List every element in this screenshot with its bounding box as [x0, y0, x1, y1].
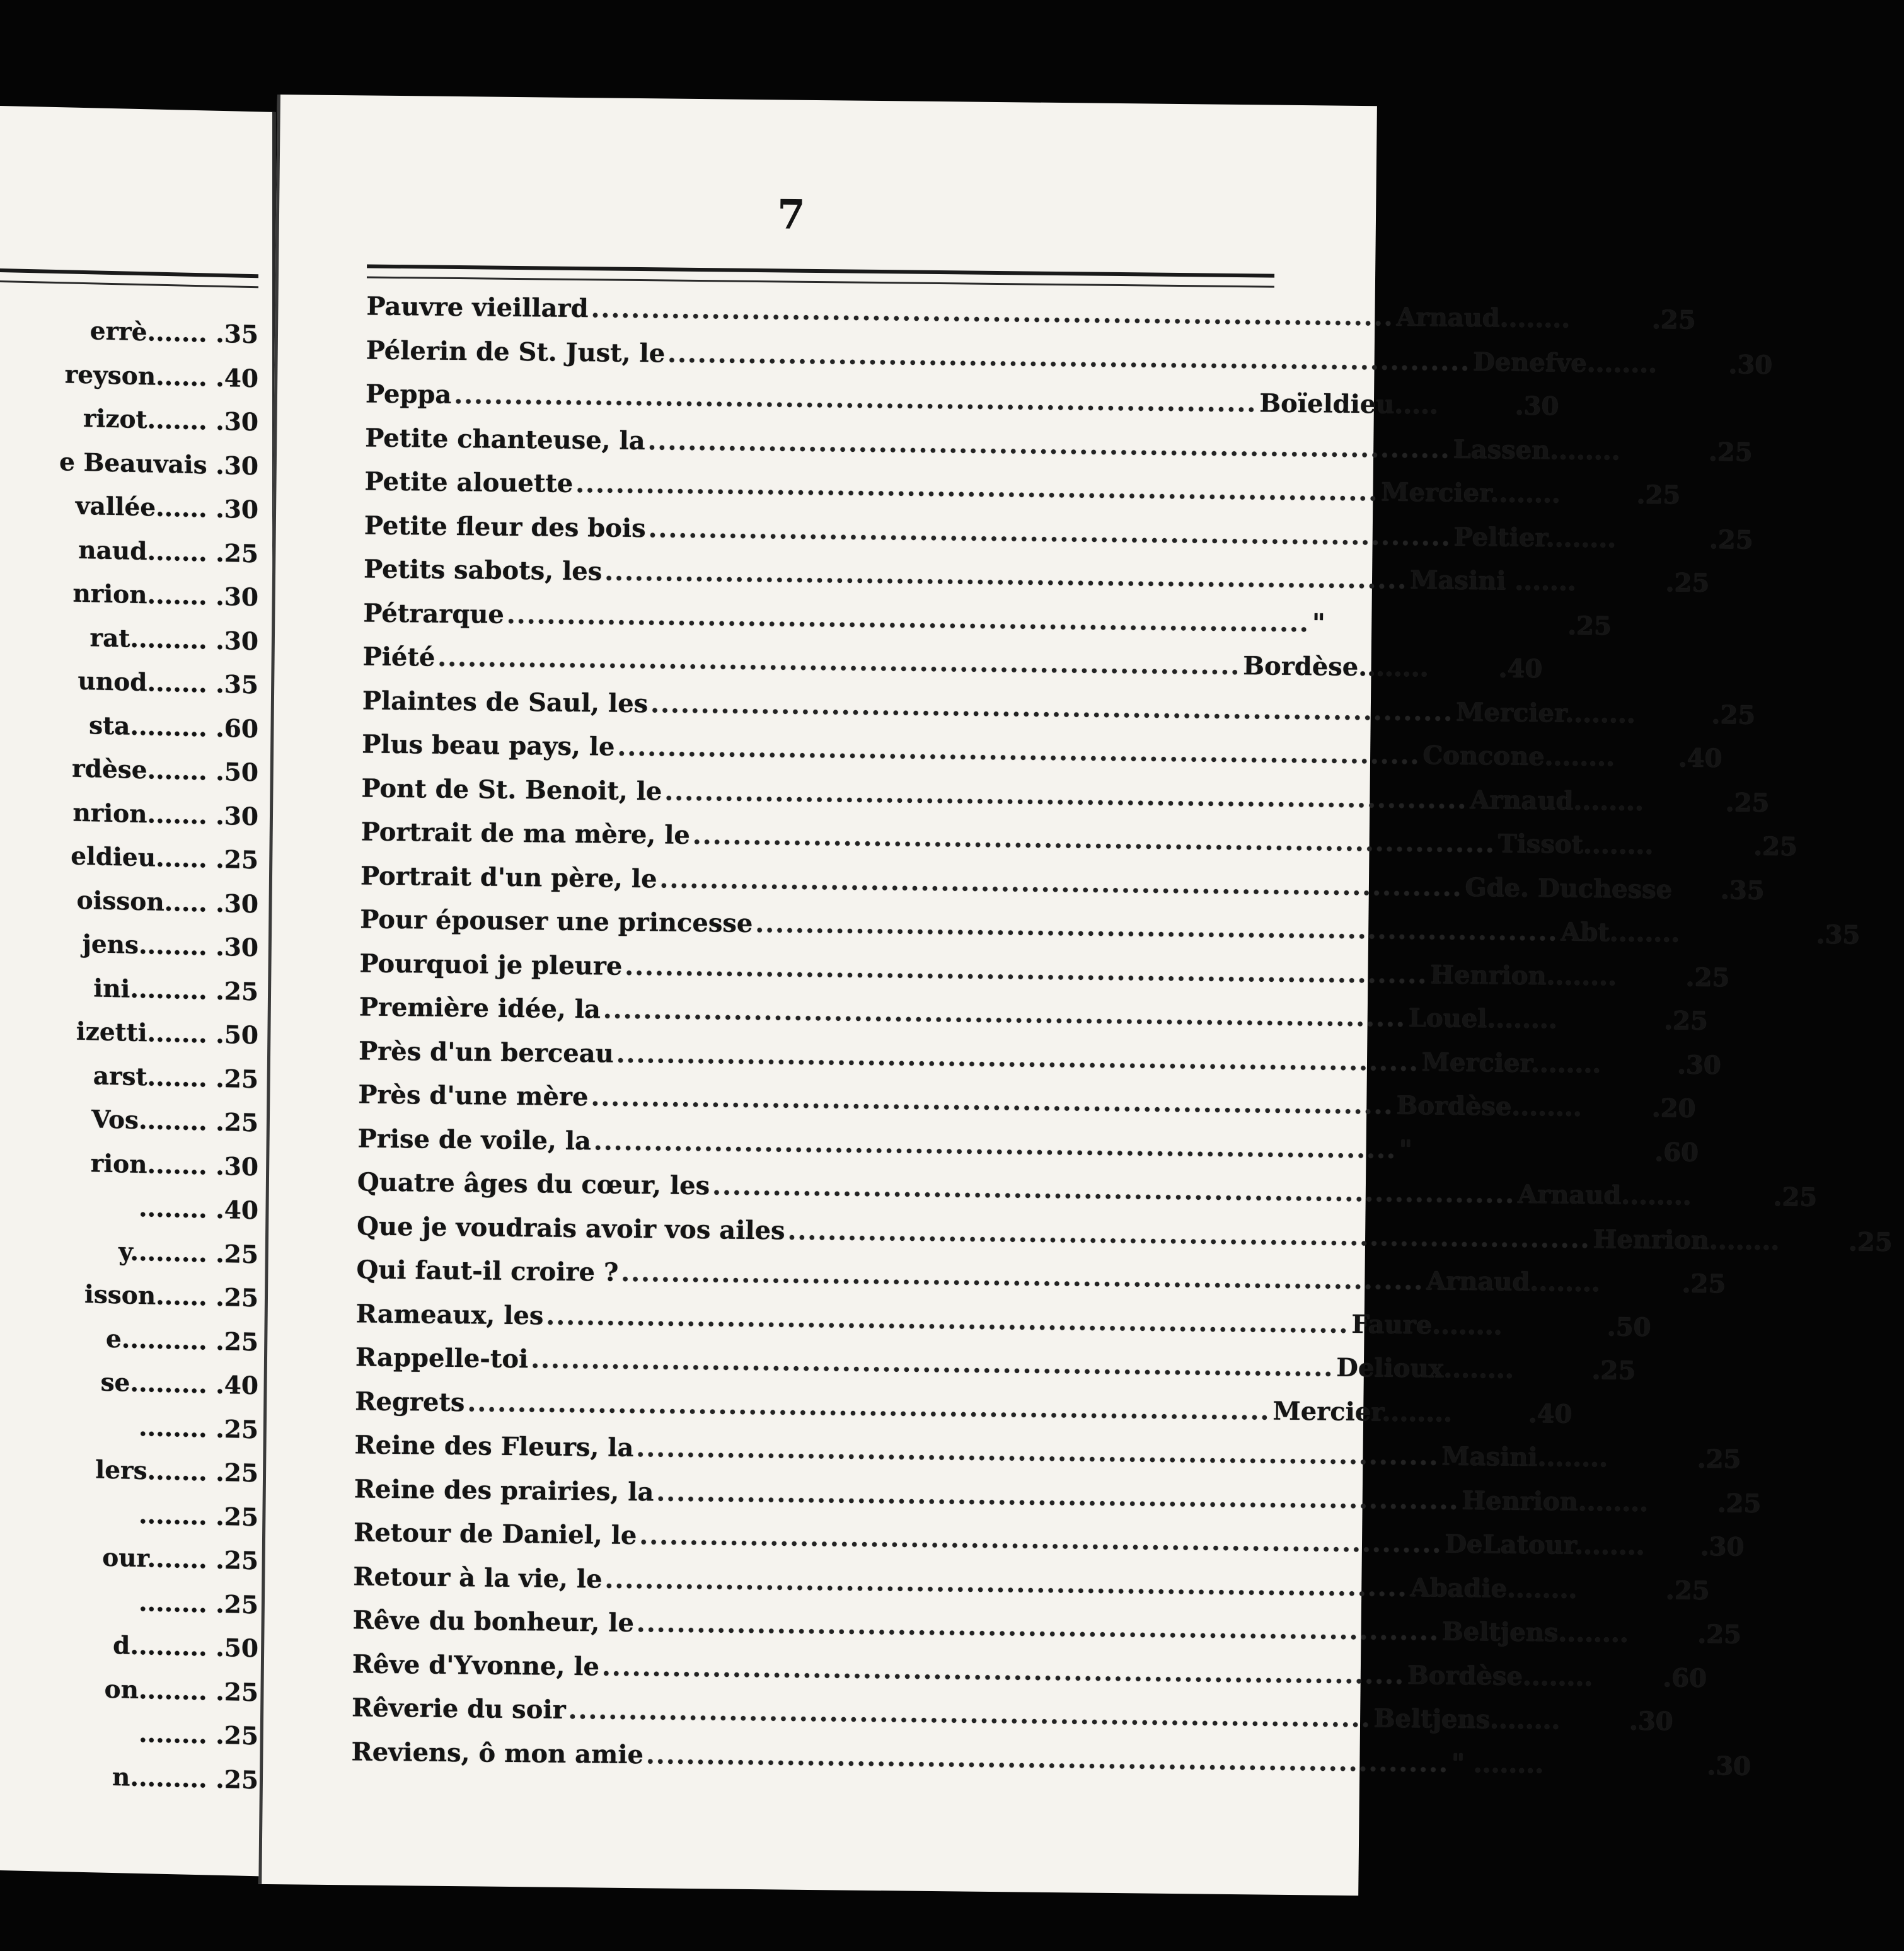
composer-name: Henrion........: [1593, 1224, 1780, 1256]
left-entry-text: se......... .40: [100, 1367, 258, 1401]
price: .25: [1753, 831, 1798, 862]
song-title: Pour épouser une princesse: [360, 904, 753, 938]
song-title: Reine des prairies, la: [354, 1473, 654, 1507]
left-entry-fragment: [0, 1359, 258, 1408]
dot-leader: ................................................................................: [568, 1695, 1371, 1734]
price: .25: [1651, 304, 1696, 335]
song-entry: [351, 1730, 1751, 1783]
dot-leader: ................................................................................: [621, 1257, 1424, 1296]
song-title: Reviens, ô mon amie: [351, 1736, 644, 1770]
header-rule: [367, 265, 1274, 288]
composer-name: Louel........: [1408, 1003, 1558, 1035]
dot-leader: ................................................................................: [636, 1608, 1440, 1647]
composer-name: Delioux........: [1336, 1352, 1515, 1384]
price: .25: [1664, 1006, 1709, 1036]
left-entry-text: nrion....... .30: [72, 578, 258, 613]
song-title: Plus beau pays, le: [361, 729, 615, 762]
price: .25: [1567, 610, 1612, 641]
price: .25: [1725, 787, 1770, 818]
price: .30: [1700, 1531, 1745, 1562]
left-entry-fragment: [0, 1271, 258, 1321]
song-title: Pauvre vieillard: [366, 291, 589, 324]
composer-name: Arnaud........: [1426, 1266, 1601, 1298]
price: .30: [1707, 1751, 1751, 1781]
dot-leader: ................................................................................: [625, 951, 1428, 989]
page-number: 7: [776, 191, 805, 239]
left-entry-text: errè....... .35: [89, 316, 258, 350]
left-entry-fragment: [0, 877, 258, 927]
left-entry-fragment: [0, 1315, 258, 1365]
left-entry-text: n......... .25: [112, 1762, 258, 1795]
left-entry-fragment: [0, 833, 258, 883]
left-entry-text: eldieu...... .25: [71, 841, 258, 875]
left-entry-fragment: [0, 614, 258, 664]
left-entry-text: our....... .25: [102, 1543, 258, 1576]
composer-name: Arnaud........: [1470, 785, 1644, 817]
song-title: Rêverie du soir: [351, 1693, 566, 1725]
dot-leader: ................................................................................: [755, 909, 1559, 947]
composer-name: Tissot........: [1497, 829, 1654, 860]
left-entry-text: on........ .25: [104, 1674, 258, 1707]
left-entry-text: rdèse....... .50: [72, 754, 258, 788]
composer-name: Boïeldieu.....: [1259, 388, 1439, 420]
left-entry-fragment: [0, 1578, 258, 1628]
composer-name: Arnaud........: [1396, 302, 1571, 334]
left-entry-text: isson...... .25: [84, 1280, 258, 1313]
song-title: Rêve d'Yvonne, le: [352, 1649, 600, 1681]
song-title: Rappelle-toi: [355, 1342, 529, 1374]
composer-name: Henrion........: [1462, 1485, 1649, 1517]
left-entry-text: nrion....... .30: [72, 798, 258, 831]
dot-leader: ................................................................................: [636, 1433, 1440, 1471]
dot-leader: ................................................................................: [656, 1476, 1460, 1516]
left-entry-text: ini......... .25: [93, 973, 258, 1006]
price: .25: [1682, 1269, 1726, 1299]
dot-leader: ................................................................................: [591, 294, 1394, 332]
price: .25: [1685, 962, 1730, 993]
left-entry-text: naud....... .25: [78, 535, 258, 568]
left-entry-fragment: [0, 1621, 258, 1671]
composer-name: ": [1312, 607, 1325, 638]
song-title: Portrait d'un père, le: [360, 860, 657, 894]
dot-leader: ................................................................................: [664, 776, 1468, 815]
left-entry-fragment: [0, 745, 258, 795]
price: .30: [1629, 1706, 1673, 1737]
song-title: Retour de Daniel, le: [353, 1517, 637, 1551]
price: .35: [1720, 875, 1765, 906]
left-entry-text: ........ .40: [138, 1193, 258, 1226]
song-title: Peppa: [365, 379, 452, 410]
left-entry-fragment: [0, 702, 258, 752]
song-title: Pont de St. Benoit, le: [361, 773, 662, 806]
song-title: Prise de voile, la: [357, 1123, 592, 1156]
song-title: Quatre âges du cœur, les: [357, 1167, 710, 1201]
composer-name: " ........: [1451, 1748, 1544, 1779]
left-entry-fragment: [0, 483, 258, 532]
song-title: Petite fleur des bois: [364, 510, 646, 543]
left-entry-text: izetti....... .50: [76, 1016, 258, 1050]
song-title: Rêve du bonheur, le: [352, 1605, 635, 1638]
dot-leader: ................................................................................: [639, 1521, 1443, 1559]
left-entry-fragment: [0, 1140, 258, 1190]
price: .30: [1515, 391, 1559, 422]
dot-leader: ................................................................................: [604, 556, 1408, 595]
price: .40: [1528, 1398, 1572, 1429]
composer-name: Peltier........: [1453, 522, 1617, 553]
left-entry-fragment: [0, 1753, 258, 1803]
composer-name: Masini .......: [1410, 565, 1577, 597]
composer-name: Mercier........: [1421, 1047, 1601, 1079]
price: .60: [1663, 1662, 1707, 1693]
composer-name: Bordèse........: [1396, 1090, 1583, 1122]
dot-leader: ................................................................................: [645, 1739, 1450, 1778]
composer-name: Mercier........: [1455, 697, 1636, 729]
dot-leader: ................................................................................: [575, 468, 1379, 507]
song-title: Pourquoi je pleure: [359, 948, 623, 981]
left-entry-fragment: [0, 921, 258, 970]
composer-name: Bordèse........: [1243, 651, 1429, 683]
composer-name: ": [1399, 1134, 1413, 1165]
composer-name: Abt........: [1561, 917, 1680, 948]
song-list: [351, 285, 1893, 1783]
dot-leader: ................................................................................: [454, 379, 1257, 418]
left-entry-text: ........ .25: [138, 1500, 258, 1532]
left-entry-fragment: [0, 1096, 258, 1146]
right-page: [258, 95, 1893, 1896]
price: .25: [1848, 1226, 1893, 1257]
dot-leader: ................................................................................: [787, 1216, 1591, 1254]
song-title: Qui faut-il croire ?: [356, 1255, 619, 1287]
dot-leader: ................................................................................: [659, 863, 1463, 902]
composer-name: Henrion........: [1430, 959, 1617, 991]
dot-leader: ................................................................................: [604, 1564, 1408, 1603]
dot-leader: ................................................................................: [667, 338, 1471, 377]
left-entry-text: jens........ .30: [82, 929, 258, 963]
composer-name: Lassen........: [1453, 434, 1620, 466]
left-entry-text: e.......... .25: [105, 1324, 258, 1357]
left-entry-fragment: [0, 1403, 258, 1453]
left-entry-text: e Beauvais .30: [59, 447, 258, 481]
left-entry-text: ........ .25: [138, 1412, 258, 1444]
left-entry-fragment: [0, 1709, 258, 1759]
price: .25: [1711, 699, 1756, 730]
left-entry-text: arst....... .25: [93, 1061, 258, 1094]
price: .25: [1697, 1619, 1742, 1650]
price: .30: [1728, 349, 1773, 380]
left-entry-fragment: [0, 395, 258, 445]
price: .25: [1591, 1355, 1636, 1386]
dot-leader: ................................................................................: [437, 642, 1241, 681]
composer-name: Gde. Duchesse: [1465, 872, 1673, 904]
left-entry-fragment: [0, 570, 258, 620]
left-entry-text: rizot....... .30: [83, 403, 258, 437]
left-entry-text: d......... .50: [113, 1631, 258, 1664]
left-entry-text: ........ .25: [138, 1718, 258, 1751]
left-entry-text: unod....... .35: [78, 666, 258, 700]
song-title: Première idée, la: [359, 992, 601, 1025]
composer-name: Mercier........: [1272, 1396, 1453, 1428]
price: .60: [1654, 1137, 1699, 1168]
left-entry-fragment: [0, 1052, 258, 1102]
composer-name: DeLatour........: [1445, 1529, 1645, 1561]
left-entry-text: vallée...... .30: [75, 491, 258, 525]
price: .35: [1816, 919, 1861, 950]
composer-name: Denefve........: [1472, 347, 1658, 379]
dot-leader: ................................................................................: [616, 1039, 1419, 1077]
price: .50: [1607, 1311, 1651, 1342]
price: .25: [1773, 1182, 1818, 1212]
left-entry-fragment: [0, 439, 258, 489]
left-entry-text: reyson...... .40: [64, 359, 258, 393]
left-entry-fragment: [0, 1183, 258, 1233]
composer-name: Faure........: [1351, 1309, 1503, 1340]
left-entry-fragment: [0, 352, 258, 401]
dot-leader: ................................................................................: [650, 688, 1454, 727]
dot-leader: ................................................................................: [712, 1171, 1516, 1209]
composer-name: Beltjens........: [1441, 1616, 1629, 1649]
dot-leader: ................................................................................: [601, 1652, 1405, 1690]
composer-name: Arnaud........: [1517, 1179, 1692, 1211]
dot-leader: ................................................................................: [647, 425, 1451, 464]
composer-name: Masini........: [1441, 1441, 1608, 1473]
composer-name: Abadie........: [1410, 1572, 1578, 1604]
price: .25: [1717, 1488, 1762, 1519]
left-entry-fragment: [0, 527, 258, 577]
left-header-rule: [0, 268, 258, 288]
song-title: Plaintes de Saul, les: [362, 685, 649, 718]
song-title: Pélerin de St. Just, le: [366, 335, 666, 368]
dot-leader: ................................................................................: [531, 1344, 1334, 1383]
dot-leader: ................................................................................: [591, 1082, 1394, 1120]
song-title: Petite chanteuse, la: [365, 422, 645, 456]
dot-leader: ................................................................................: [467, 1387, 1271, 1426]
left-entry-text: rat......... .30: [89, 623, 258, 656]
left-page-fragment: [0, 106, 276, 1877]
price: .25: [1697, 1444, 1741, 1475]
left-entry-fragment: [0, 1008, 258, 1058]
composer-name: Concone........: [1422, 740, 1615, 773]
price: .25: [1636, 480, 1681, 510]
song-title: Retour à la vie, le: [353, 1561, 603, 1594]
dot-leader: ................................................................................: [546, 1301, 1349, 1339]
left-entry-fragment: [0, 308, 258, 357]
song-title: Petite alouette: [364, 466, 574, 498]
dot-leader: ................................................................................: [506, 599, 1310, 638]
left-entry-text: lers....... .25: [95, 1455, 258, 1488]
composer-name: Bordèse........: [1407, 1660, 1593, 1692]
song-title: Pétrarque: [363, 597, 505, 630]
song-title: Petits sabots, les: [363, 554, 603, 587]
composer-name: Beltjens........: [1373, 1703, 1561, 1735]
song-title: Près d'une mère: [358, 1079, 589, 1112]
left-entry-list: [0, 308, 258, 1802]
left-entry-text: rion....... .30: [90, 1148, 258, 1182]
price: .25: [1708, 437, 1753, 468]
left-entry-fragment: [0, 1490, 258, 1540]
song-title: Portrait de ma mère, le: [361, 817, 691, 850]
left-entry-text: y......... .25: [118, 1236, 258, 1269]
price: .30: [1676, 1049, 1721, 1080]
song-title: Reine des Fleurs, la: [354, 1430, 634, 1463]
dot-leader: ................................................................................: [617, 732, 1421, 771]
song-title: Près d'un berceau: [358, 1035, 614, 1069]
price: .40: [1498, 653, 1543, 684]
left-entry-fragment: [0, 1534, 258, 1584]
price: .20: [1651, 1093, 1696, 1124]
left-entry-text: sta......... .60: [89, 710, 258, 744]
left-entry-fragment: [0, 965, 258, 1015]
price: .25: [1709, 524, 1753, 555]
left-entry-fragment: [0, 1666, 258, 1715]
left-entry-text: ........ .25: [138, 1587, 258, 1620]
left-entry-fragment: [0, 790, 258, 839]
dot-leader: ................................................................................: [603, 994, 1407, 1033]
song-title: Rameaux, les: [355, 1298, 544, 1331]
song-title: Piété: [362, 642, 436, 672]
dot-leader: ................................................................................: [648, 513, 1451, 552]
price: .25: [1665, 568, 1710, 598]
left-entry-fragment: [0, 1228, 258, 1277]
price: .25: [1665, 1575, 1710, 1606]
left-entry-fragment: [0, 658, 258, 708]
composer-name: Mercier........: [1381, 477, 1561, 509]
price: .40: [1678, 743, 1722, 774]
song-title: Regrets: [355, 1386, 465, 1417]
left-entry-fragment: [0, 1446, 258, 1496]
left-entry-text: oisson..... .30: [76, 885, 258, 919]
song-title: Que je voudrais avoir vos ailes: [356, 1211, 785, 1246]
left-entry-text: Vos........ .25: [91, 1105, 258, 1138]
dot-leader: ................................................................................: [692, 820, 1496, 859]
dot-leader: ................................................................................: [593, 1125, 1397, 1165]
